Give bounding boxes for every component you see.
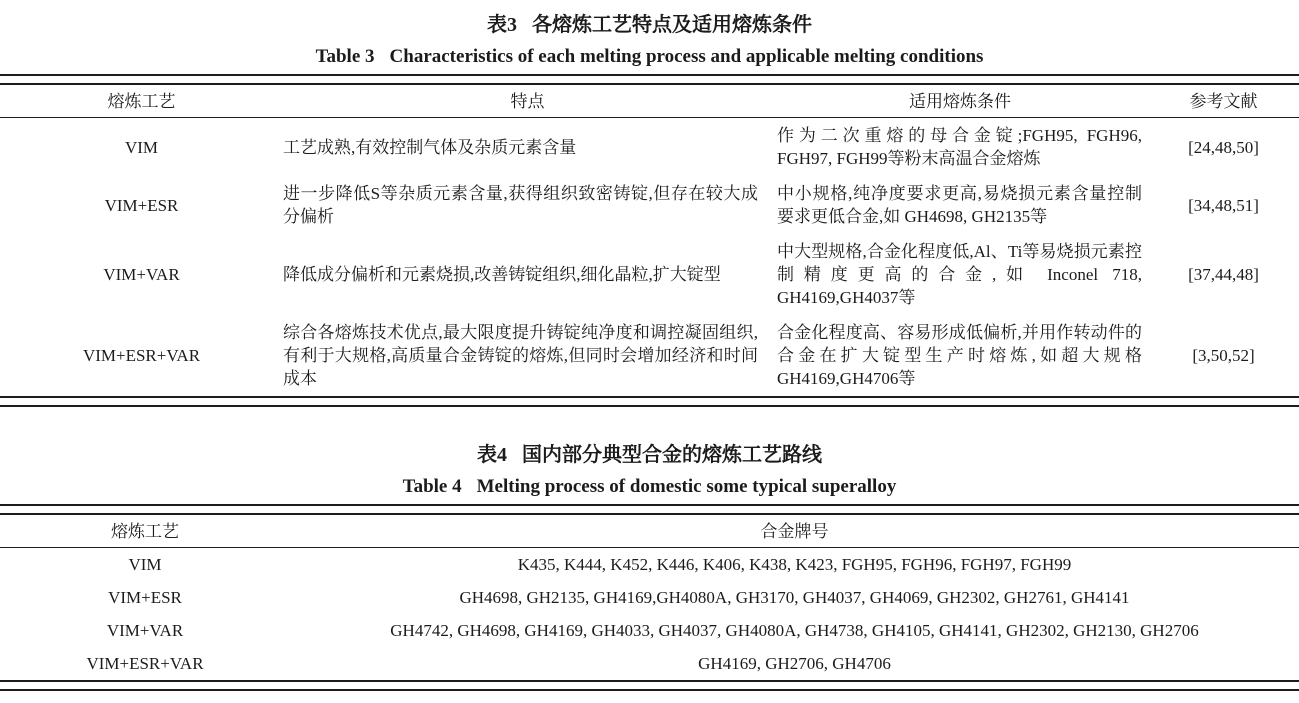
alloy-cell: K435, K444, K452, K446, K406, K438, K423, FGH95, FGH96, FGH97, FGH99 (517, 555, 1072, 574)
table4-label-zh: 表4 (477, 444, 507, 466)
table4-label-en: Table 4 (402, 476, 462, 497)
table3-title-en: Characteristics of each melting process and applicable melting conditions (389, 46, 984, 67)
table-row (0, 614, 1299, 647)
table-row (0, 581, 1299, 614)
process-cell: VIM (128, 555, 162, 574)
condition-cell: 合金化程度高、容易形成低偏析,并用作转动件的合金在扩大锭型生产时熔炼,如超大规格 GH4169,GH4706等 (777, 323, 1142, 388)
table4-caption-en (0, 475, 1299, 499)
table3-label-zh: 表3 (487, 14, 517, 36)
process-cell: VIM+VAR (106, 621, 184, 640)
table4-title-en: Melting process of domestic some typical superalloy (476, 476, 897, 497)
process-cell: VIM+ESR (104, 195, 179, 215)
process-cell: VIM+VAR (103, 265, 180, 284)
table-row (0, 234, 1299, 315)
feature-cell: 降低成分偏析和元素烧损,改善铸锭组织,细化晶粒,扩大锭型 (283, 265, 721, 284)
table3-top-rule (0, 74, 1299, 85)
alloy-cell: GH4169, GH2706, GH4706 (698, 654, 891, 673)
table-row (0, 647, 1299, 680)
process-cell: VIM+ESR+VAR (86, 654, 204, 673)
table3-bottom-rule (0, 396, 1299, 407)
table3-caption-en (0, 45, 1299, 69)
table-row (0, 315, 1299, 396)
process-cell: VIM (124, 137, 159, 157)
column-header-process: 熔炼工艺 (0, 515, 290, 548)
feature-cell: 工艺成熟,有效控制气体及杂质元素含量 (283, 137, 577, 157)
table4-top-rule (0, 504, 1299, 515)
table4-bottom-rule (0, 680, 1299, 691)
table3-title-zh: 各熔炼工艺特点及适用熔炼条件 (532, 14, 812, 36)
alloy-cell: GH4742, GH4698, GH4169, GH4033, GH4037, GH4080A, GH4738, GH4105, GH4141, GH2302, GH2130, GH2706 (390, 621, 1199, 640)
reference-cell: [24,48,50] (1188, 137, 1259, 157)
condition-cell: 中小规格,纯净度要求更高,易烧损元素含量控制要求更低合金,如 GH4698, GH2135等 (777, 184, 1142, 226)
table4-caption-zh (0, 442, 1299, 468)
column-header-alloys: 合金牌号 (290, 515, 1299, 548)
table4 (0, 515, 1299, 680)
table3-caption-zh (0, 12, 1299, 38)
table4-title-zh: 国内部分典型合金的熔炼工艺路线 (522, 444, 822, 466)
condition-cell: 中大型规格,合金化程度低,Al、Ti等易烧损元素控制精度更高的合金,如 Inconel 718, GH4169,GH4037等 (777, 242, 1142, 307)
reference-cell: [3,50,52] (1192, 346, 1255, 365)
column-header-conditions: 适用熔炼条件 (772, 85, 1148, 118)
table3-label-en: Table 3 (315, 46, 375, 67)
column-header-process: 熔炼工艺 (0, 85, 283, 118)
table-row (0, 176, 1299, 234)
column-header-references: 参考文献 (1148, 85, 1299, 118)
table-row (0, 118, 1299, 177)
reference-cell: [34,48,51] (1188, 195, 1259, 215)
alloy-cell: GH4698, GH2135, GH4169,GH4080A, GH3170, GH4037, GH4069, GH2302, GH2761, GH4141 (459, 588, 1130, 607)
column-header-feature: 特点 (283, 85, 772, 118)
table3 (0, 85, 1299, 396)
reference-cell: [37,44,48] (1188, 265, 1259, 284)
table3-header-row (0, 85, 1299, 118)
feature-cell: 进一步降低S等杂质元素含量,获得组织致密铸锭,但存在较大成分偏析 (283, 184, 758, 226)
table4-header-row (0, 515, 1299, 548)
condition-cell: 作为二次重熔的母合金锭;FGH95, FGH96, FGH97, FGH99等粉末高温合金熔炼 (777, 126, 1142, 168)
feature-cell: 综合各熔炼技术优点,最大限度提升铸锭纯净度和调控凝固组织,有利于大规格,高质量合金铸锭的熔炼,但同时会增加经济和时间成本 (283, 323, 758, 388)
table-row (0, 548, 1299, 582)
table4-block (0, 442, 1299, 691)
process-cell: VIM+ESR+VAR (82, 346, 201, 365)
process-cell: VIM+ESR (108, 588, 182, 607)
